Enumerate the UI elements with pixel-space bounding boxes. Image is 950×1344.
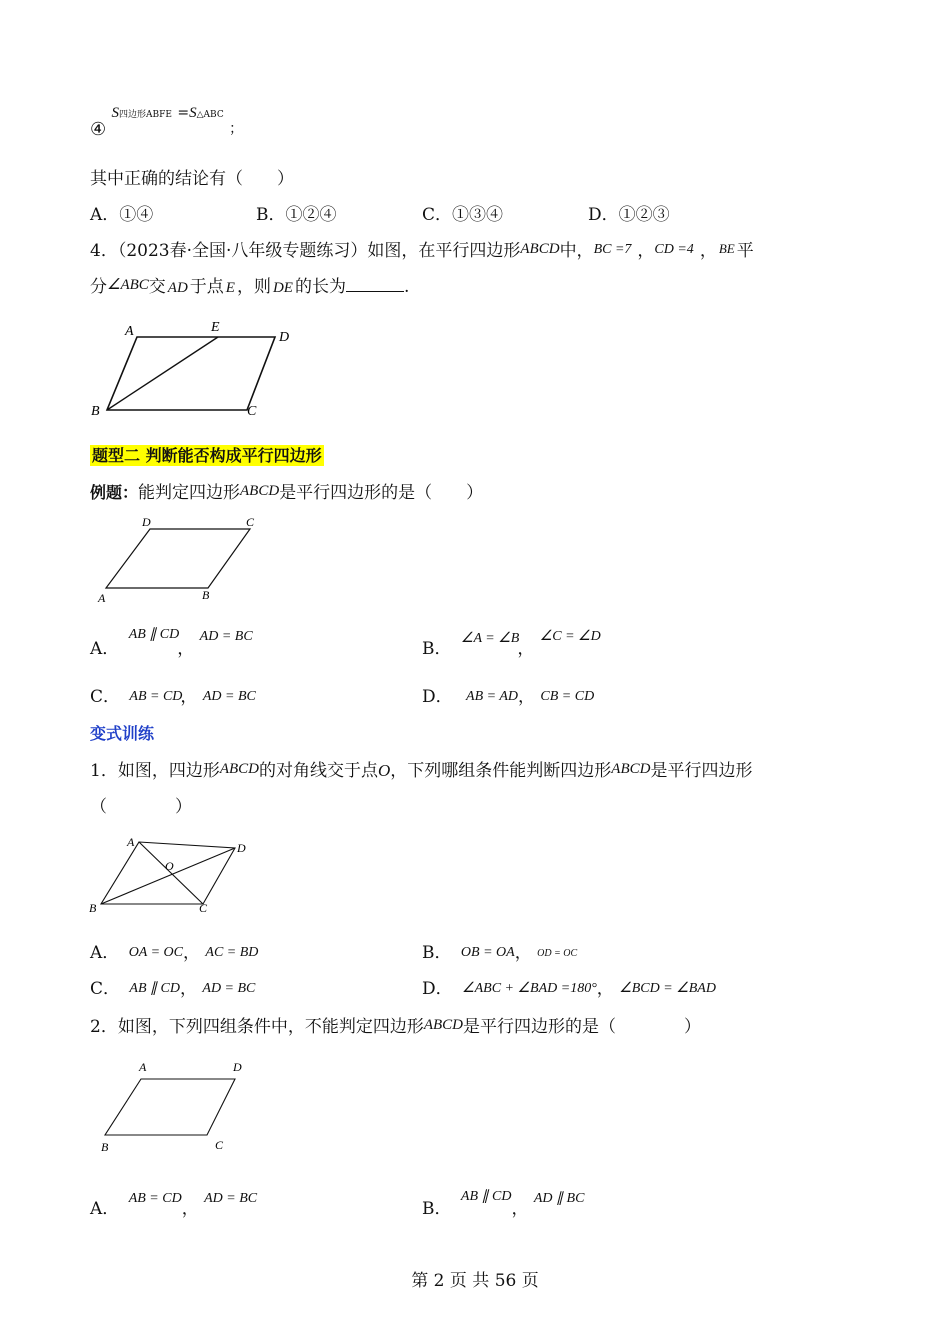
vertex-a: A [125,324,134,339]
option-cond-1: ∠A = ∠B [460,631,520,646]
formula-sub2: △ABC [196,110,224,120]
formula-line [90,105,244,140]
vq1-option-b [422,938,577,963]
option-letter: C． [90,979,121,999]
option-cond-1: AB = CD [129,689,183,704]
example-option-b [422,629,601,659]
q4-text-d: 分 [90,277,107,297]
example-abcd: ABCD [240,483,280,499]
vertex-a: A [127,835,135,849]
q4-comma1: ， [637,241,655,261]
formula-sub1: 四边形ABFE [119,110,172,120]
option-letter: D． [422,979,453,999]
option-sep: ， [518,687,536,707]
option-cond-2: ∠C = ∠D [539,629,601,644]
example-label: 例题： [90,483,139,502]
option-cond-2: AD = BC [202,981,256,996]
vq2-text-a: 2．如图，下列四组条件中，不能判定四边形 [90,1017,424,1037]
option-cond-1: OB = OA [460,945,515,960]
parallelogram-abcd [106,529,250,588]
option-cond-1: OA = OC [128,945,183,960]
vertex-c: C [247,404,257,419]
q4-abcd: ABCD [520,241,560,257]
option-cond-2: AD = BC [204,1191,258,1206]
vertex-a: A [98,591,106,605]
vertex-b: B [89,901,97,915]
segment-be [107,337,218,410]
option-letter: B． [256,205,286,225]
formula-s2: S [189,105,197,121]
vq1-paren: （ ） [90,797,192,817]
q4-be: BE [718,241,735,256]
option-d [588,200,670,225]
formula-eq: = [177,105,190,121]
option-sep: ， [514,943,532,963]
vq1-text-b: 的对角线交于点 [259,761,378,781]
q4-ad: AD [167,280,188,296]
formula-semicolon: ； [229,121,244,137]
quadrilateral-abcd [101,842,235,904]
vertex-c: C [199,901,208,915]
point-o: O [165,859,174,873]
example-option-d [422,682,594,707]
option-letter: D． [422,687,453,707]
vq1-line1 [90,756,752,781]
parallelogram-abcd [105,1079,235,1135]
vq1-option-a [90,938,258,963]
vq1-o: O [378,761,391,780]
vertex-b: B [91,404,100,419]
vq1-abcd2: ABCD [611,761,651,777]
option-letter: C． [422,205,453,225]
q4-text-f: 于点 [189,277,224,297]
q4-bc: BC =7 [593,242,632,257]
vq1-text-c: ，下列哪组条件能判断四边形 [390,761,612,781]
option-letter: B． [422,943,452,963]
example-text-a: 能判定四边形 [138,483,241,503]
answer-blank [346,277,404,292]
option-letter: A． [90,1199,120,1219]
option-sep: ， [511,1199,529,1219]
option-sep: ， [596,979,614,999]
vertex-d: D [237,841,246,855]
option-sep: ， [517,639,535,659]
option-cond-2: AC = BD [205,945,259,960]
option-cond-2: OD = OC [537,948,578,959]
option-letter: A． [90,639,120,659]
vq1-option-d [422,974,716,999]
option-letter: B． [422,1199,452,1219]
vertex-d: D [233,1060,242,1074]
option-sep: ， [181,1199,199,1219]
vertex-b: B [101,1140,109,1154]
option-text: ①③④ [452,205,504,225]
option-cond-2: AD = BC [202,689,256,704]
option-cond-2: ∠BCD = ∠BAD [619,981,716,996]
section-title-text: 题型二 判断能否构成平行四边形 [92,446,322,465]
option-cond-2: AD = BC [199,629,253,644]
option-cond-2: AD ∥ BC [533,1191,585,1206]
q4-text-a: 4．（2023春·全国·八年级专题练习）如图，在平行四边形 [90,241,521,261]
option-cond-1: AB = AD [466,689,519,704]
option-cond-1: AB = CD [128,1191,182,1206]
option-c [422,200,503,225]
option-b [256,200,337,225]
q4-figure [85,315,315,425]
example-figure [90,512,270,607]
vertex-e: E [211,320,220,335]
vq2-text-b: 是平行四边形的是（ ） [463,1017,701,1037]
vq1-text-d: 是平行四边形 [650,761,753,781]
option-sep: ， [180,687,198,707]
q4-comma2: ， [699,241,717,261]
section-title [90,443,324,466]
option-sep: ， [183,943,200,963]
page-footer: 第 2 页 共 56 页 [411,1271,539,1291]
example-option-a [90,627,253,659]
option-letter: D． [588,205,619,225]
q4-text-c: 平 [736,241,754,261]
q4-period: . [403,277,410,297]
q4-text-e: 交 [148,277,166,297]
formula-s1: S [111,105,120,121]
question-text: 其中正确的结论有（ ） [90,169,294,189]
vertex-b: B [202,588,210,602]
parallelogram-abcd [107,337,275,410]
example-text-b: 是平行四边形的是（ ） [279,483,484,503]
variant-title: 变式训练 [90,724,155,743]
option-cond-2: CB = CD [540,689,595,704]
diagonal-ac [139,842,203,904]
option-sep: ， [179,979,197,999]
option-cond-1: ∠ABC + ∠BAD =180° [462,981,597,996]
q4-angle: ∠ABC [107,277,149,293]
q4-text-g: ，则 [236,277,271,297]
option-letter: C． [90,687,121,707]
q4-line2 [90,272,409,297]
option-text: ①②③ [618,205,670,225]
example-option-c [90,682,256,707]
vertex-d: D [279,330,290,345]
option-letter: A． [90,205,120,225]
vertex-d: D [142,515,151,529]
q4-text-h: 的长为 [294,277,346,297]
q4-text-b: 中， [559,241,594,261]
option-sep: ， [177,639,195,659]
option-cond-1: AB ∥ CD [128,627,180,642]
option-letter: A． [90,943,120,963]
option-cond-1: AB ∥ CD [460,1189,512,1204]
vq1-text-a: 1．如图，四边形 [90,761,220,781]
q4-cd: CD =4 [654,242,694,257]
circle-four: ④ [90,119,107,140]
vertex-a: A [139,1060,147,1074]
option-text: ①②④ [285,205,337,225]
option-cond-1: AB ∥ CD [129,981,180,996]
diagonal-bd [101,848,235,904]
vq2-abcd: ABCD [423,1017,463,1033]
vertex-c: C [246,515,255,529]
vq2-line [90,1012,701,1037]
vq2-option-a [90,1191,258,1219]
q4-de: DE [272,280,293,296]
q4-e: E [225,280,235,296]
vq1-figure [85,830,265,918]
example-line [90,478,483,503]
option-text: ①④ [119,205,154,225]
option-a [90,200,153,225]
vq2-option-b [422,1189,585,1219]
vertex-c: C [215,1138,224,1152]
option-letter: B． [422,639,452,659]
vq1-option-c [90,974,255,999]
vq1-abcd1: ABCD [219,761,259,777]
vq2-figure [95,1055,265,1155]
q4-line1 [90,236,754,261]
